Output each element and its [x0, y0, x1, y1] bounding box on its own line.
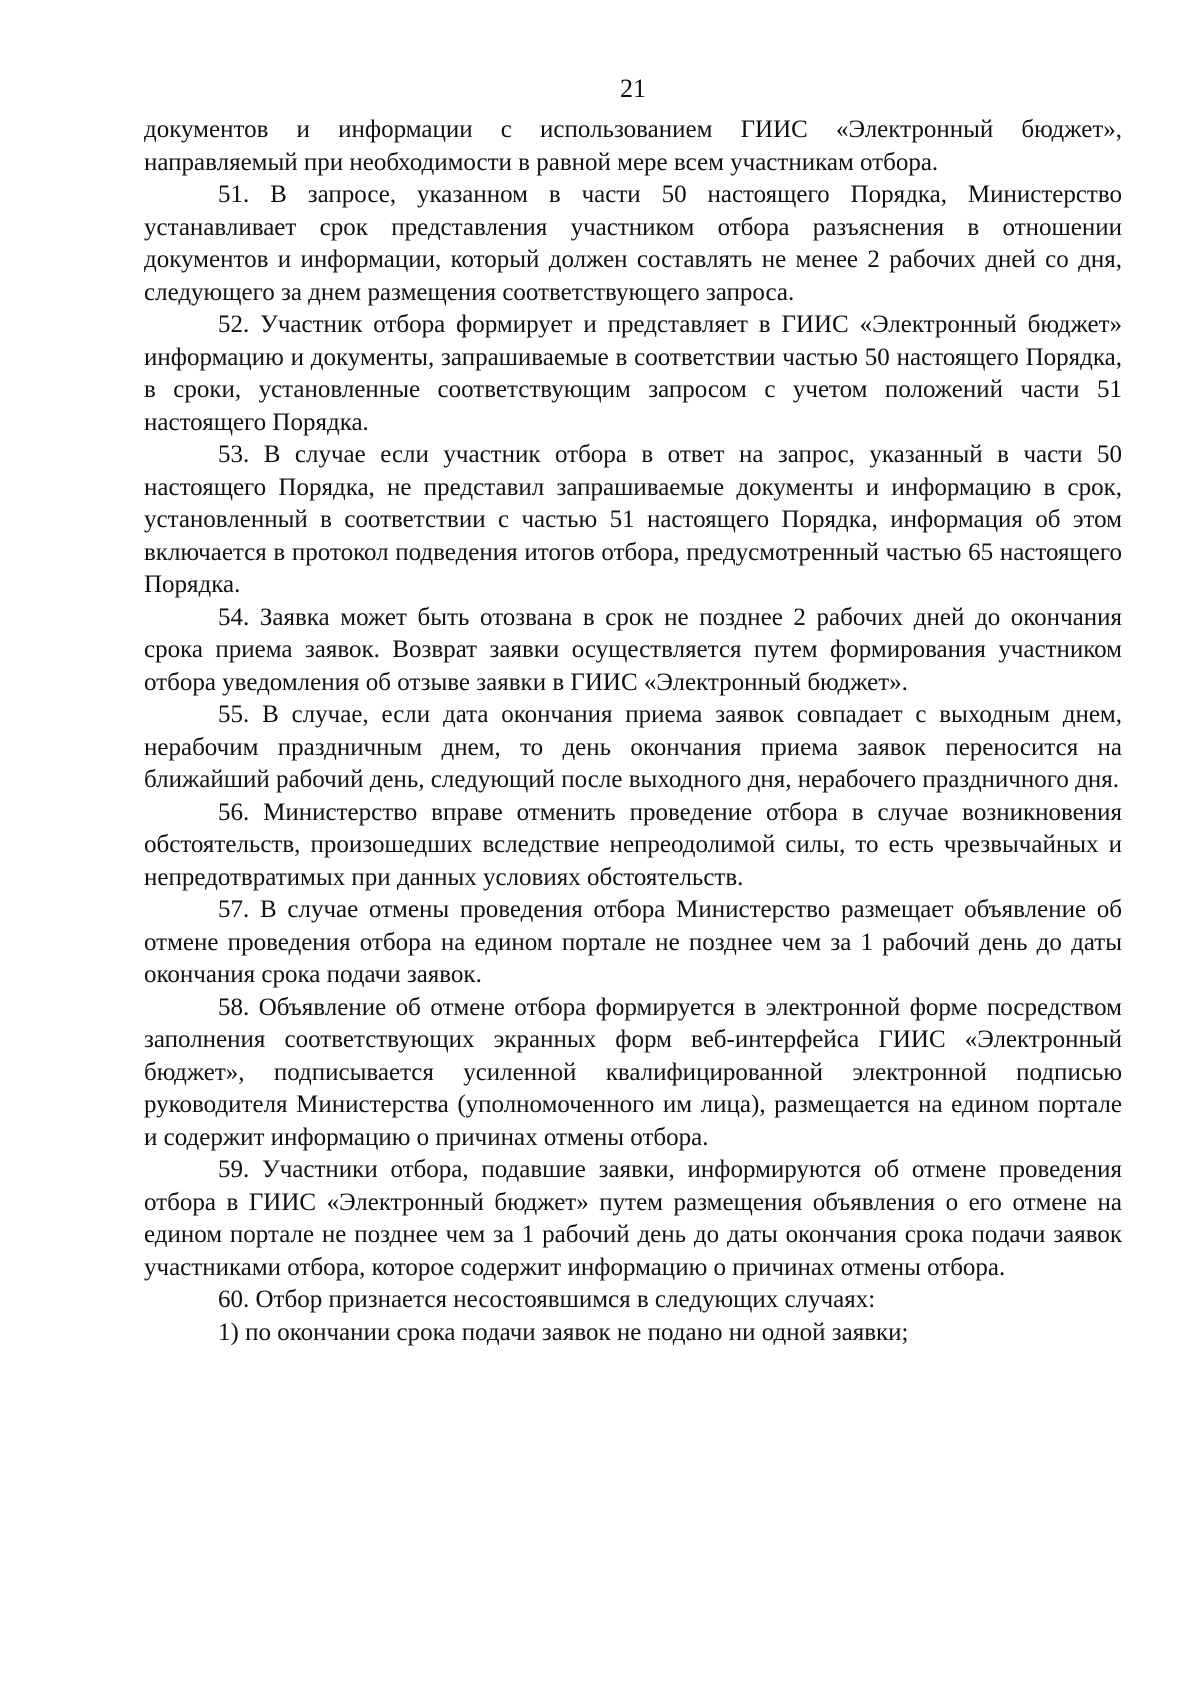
paragraph-53: 53. В случае если участник отбора в ответ на запрос, указанный в части 50 настоящего Порядка, не представил запрашиваемые документы и информацию в срок, установленный в соответствии с частью 51 настоящего Порядка, информация об этом включается в протокол подведения итогов отбора, предусмотренный частью 65 настоящего Порядка. [144, 441, 1122, 598]
list-item-1: 1) по окончании срока подачи заявок не подано ни одной заявки; [218, 1318, 909, 1346]
page-number: 21 [620, 74, 646, 103]
paragraph-58: 58. Объявление об отмене отбора формируется в электронной форме посредством заполнения соответствующих экранных форм веб-интерфейса ГИИС «Электронный бюджет», подписывается усиленной квалифицированной электронной подписью руководителя Министерства (уполномоченного им лица), размещается на едином портале и содержит информацию о причинах отмены отбора. [144, 993, 1122, 1151]
paragraph-continuation: документов и информации с использованием ГИИС «Электронный бюджет», направляемый при необходимости в равной мере всем участникам отбора. [144, 116, 1122, 176]
paragraph-55: 55. В случае, если дата окончания приема заявок совпадает с выходным днем, нерабочим праздничным днем, то день окончания приема заявок переносится на ближайший рабочий день, следующий после выходного дня, нерабочего праздничного дня. [144, 701, 1122, 793]
paragraph-57: 57. В случае отмены проведения отбора Министерство размещает объявление об отмене проведения отбора на едином портале не позднее чем за 1 рабочий день до даты окончания срока подачи заявок. [144, 896, 1122, 988]
paragraph-60: 60. Отбор признается несостоявшимся в следующих случаях: [218, 1286, 876, 1313]
paragraph-51: 51. В запросе, указанном в части 50 настоящего Порядка, Министерство устанавливает срок представления участником отбора разъяснения в отношении документов и информации, который должен составлять не менее 2 рабочих дней со дня, следующего за днем размещения соответствующего запроса. [144, 181, 1122, 306]
paragraph-56: 56. Министерство вправе отменить проведение отбора в случае возникновения обстоятельств, произошедших вследствие непреодолимой силы, то есть чрезвычайных и непредотвратимых при данных условиях обстоятельств. [144, 798, 1122, 891]
paragraph-52: 52. Участник отбора формирует и представляет в ГИИС «Электронный бюджет» информацию и документы, запрашиваемые в соответствии частью 50 настоящего Порядка, в сроки, установленные соответствующим запросом с учетом положений части 51 настоящего Порядка. [144, 311, 1122, 436]
document-body [144, 114, 1122, 1349]
paragraph-59: 59. Участники отбора, подавшие заявки, информируются об отмене проведения отбора в ГИИС «Электронный бюджет» путем размещения объявления о его отмене на едином портале не позднее чем за 1 рабочий день до даты окончания срока подачи заявок участниками отбора, которое содержит информацию о причинах отмены отбора. [144, 1156, 1122, 1281]
paragraph-54: 54. Заявка может быть отозвана в срок не позднее 2 рабочих дней до окончания срока приема заявок. Возврат заявки осуществляется путем формирования участником отбора уведомления об отзыве заявки в ГИИС «Электронный бюджет». [144, 603, 1122, 696]
